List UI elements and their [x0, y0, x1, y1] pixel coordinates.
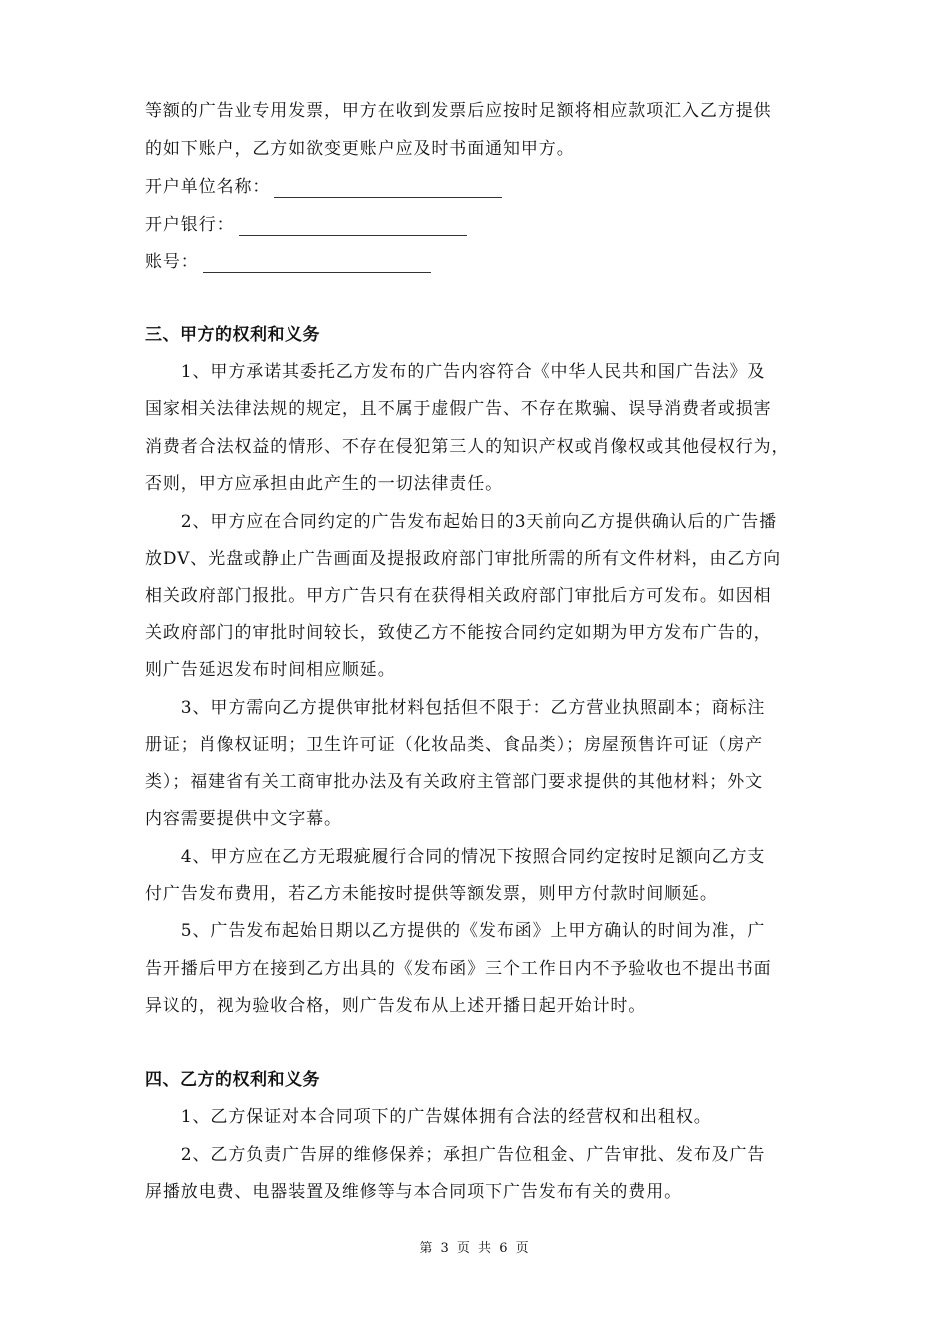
page-footer: 第 3 页 共 6 页: [419, 1241, 531, 1256]
account-unit-blank: [274, 179, 502, 198]
account-bank-blank: [239, 217, 467, 236]
paragraph-line: 4、甲方应在乙方无瑕疵履行合同的情况下按照合同约定按时足额向乙方支: [145, 847, 766, 867]
account-bank-label: 开户银行：: [145, 215, 235, 235]
account-unit-field: [145, 176, 502, 198]
paragraph-line: 3、甲方需向乙方提供审批材料包括但不限于：乙方营业执照副本；商标注: [145, 698, 766, 718]
paragraph-line: 异议的，视为验收合格，则广告发布从上述开播日起开始计时。: [145, 996, 647, 1016]
paragraph-line: 则广告延迟发布时间相应顺延。: [145, 660, 396, 680]
paragraph-line: 告开播后甲方在接到乙方出具的《发布函》三个工作日内不予验收也不提出书面: [145, 959, 772, 979]
paragraph-line: 2、乙方负责广告屏的维修保养；承担广告位租金、广告审批、发布及广告: [145, 1145, 766, 1165]
paragraph-line: 否则，甲方应承担由此产生的一切法律责任。: [145, 474, 503, 494]
paragraph-line: 内容需要提供中文字幕。: [145, 809, 342, 829]
paragraph-line: 册证；肖像权证明；卫生许可证（化妆品类、食品类）；房屋预售许可证（房产: [145, 735, 763, 755]
account-bank-field: [145, 214, 467, 236]
paragraph-line: 付广告发布费用，若乙方未能按时提供等额发票，则甲方付款时间顺延。: [145, 884, 718, 904]
paragraph-line: 等额的广告业专用发票，甲方在收到发票后应按时足额将相应款项汇入乙方提供: [145, 101, 772, 121]
paragraph-line: 5、广告发布起始日期以乙方提供的《发布函》上甲方确认的时间为准，广: [145, 921, 766, 941]
paragraph-line: 1、乙方保证对本合同项下的广告媒体拥有合法的经营权和出租权。: [145, 1107, 712, 1127]
paragraph-line: 相关政府部门报批。甲方广告只有在获得相关政府部门审批后方可发布。如因相: [145, 586, 772, 606]
account-number-label: 账号：: [145, 252, 199, 272]
paragraph-line: 的如下账户，乙方如欲变更账户应及时书面通知甲方。: [145, 139, 575, 159]
paragraph-line: 消费者合法权益的情形、不存在侵犯第三人的知识产权或肖像权或其他侵权行为，: [145, 437, 790, 457]
section-heading-3: 三、甲方的权利和义务: [145, 325, 320, 345]
paragraph-line: 2、甲方应在合同约定的广告发布起始日的3天前向乙方提供确认后的广告播: [145, 512, 778, 532]
account-number-blank: [203, 254, 431, 273]
paragraph-line: 关政府部门的审批时间较长，致使乙方不能按合同约定如期为甲方发布广告的，: [145, 623, 772, 643]
paragraph-line: 类）；福建省有关工商审批办法及有关政府主管部门要求提供的其他材料；外文: [145, 772, 763, 792]
section-heading-4: 四、乙方的权利和义务: [145, 1070, 320, 1090]
account-unit-label: 开户单位名称：: [145, 177, 271, 197]
paragraph-line: 屏播放电费、电器装置及维修等与本合同项下广告发布有关的费用。: [145, 1182, 682, 1202]
paragraph-line: 国家相关法律法规的规定，且不属于虚假广告、不存在欺骗、误导消费者或损害: [145, 399, 772, 419]
account-number-field: [145, 251, 431, 273]
paragraph-line: 放DV、光盘或静止广告画面及提报政府部门审批所需的所有文件材料，由乙方向: [145, 549, 782, 569]
paragraph-line: 1、甲方承诺其委托乙方发布的广告内容符合《中华人民共和国广告法》及: [145, 362, 766, 382]
